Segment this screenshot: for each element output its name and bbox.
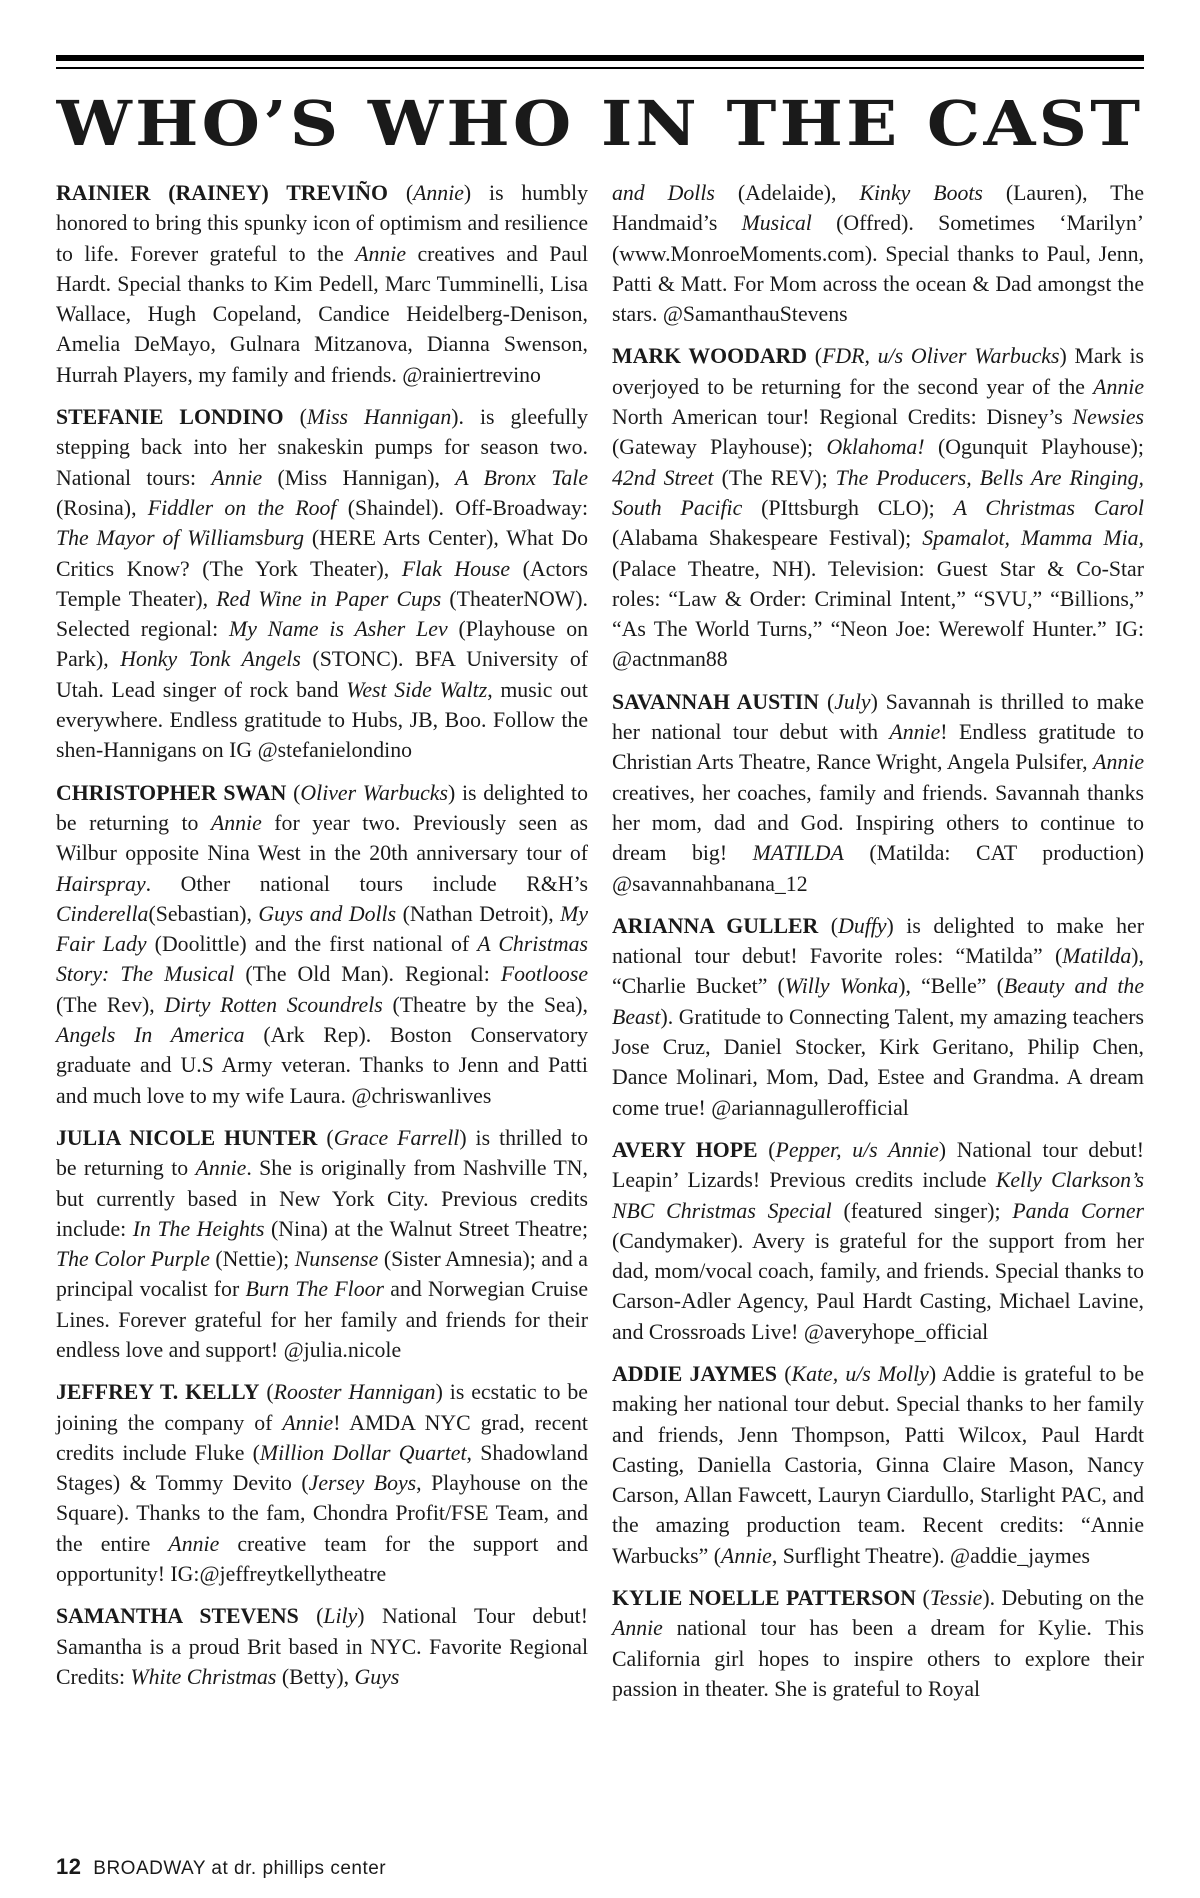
page-footer: [56, 1854, 386, 1880]
bio-text: ), “Belle” (: [898, 974, 1004, 999]
bio-text: (: [283, 405, 307, 430]
bio-text: ) Addie is grateful to be making her national tour debut. Special thanks to her family and friends, Jenn Thompson, Patti Wilcox, Paul Hardt Casting, Daniella Castoria, Ginna Claire Mason, Nancy Carson, Allan Fawcett, Lauryn Ciardullo, Starlight PAC, and the amazing production team. Recent credits: “Annie Warbucks” (: [612, 1361, 1144, 1568]
bio-text: and Norwegian Cruise Lines. Forever grateful for her family and friends for their endless love and support! @julia.nicole: [56, 1277, 589, 1362]
cast-member-name: SAMANTHA STEVENS: [56, 1604, 299, 1629]
italic-title: Musical: [741, 211, 812, 236]
bio-text: (: [259, 1380, 274, 1405]
bio-text: (The REV);: [713, 465, 836, 490]
bio-text: (Lauren), The Handmaid’s: [612, 181, 1144, 236]
italic-title: Annie: [210, 810, 262, 835]
bio-text: (TheaterNOW). Selected regional:: [56, 586, 588, 642]
cast-bio-trevino: [56, 178, 588, 390]
italic-title: Red Wine in Paper Cups: [216, 586, 442, 611]
italic-title: West Side Waltz: [346, 677, 488, 702]
bio-text: (: [819, 689, 835, 714]
italic-title: Kinky Boots: [859, 181, 983, 205]
italic-title: Kelly Clarkson’s NBC Christmas Special: [612, 1168, 1144, 1223]
bio-text: ). Debuting on the: [982, 1586, 1145, 1611]
italic-title: Annie: [1093, 750, 1144, 775]
cast-bio-stevens_b: [612, 178, 1144, 329]
italic-title: Cinderella: [56, 901, 149, 926]
italic-title: Flak House: [401, 556, 511, 581]
bio-text: ). is gleefully stepping back into her snakeskin pumps for season two. National tours:: [56, 405, 588, 490]
bio-text: (The Rev),: [56, 992, 165, 1017]
bio-text: ) is thrilled to be returning to: [56, 1125, 588, 1181]
cast-member-name: RAINIER (RAINEY) TREVIÑO: [56, 181, 388, 205]
cast-member-name: SAVANNAH AUSTIN: [612, 689, 820, 714]
bio-text: (: [317, 1125, 334, 1150]
italic-title: Annie: [612, 1616, 663, 1641]
bio-text: (Ark Rep). Boston Conservatory graduate and U.S Army veteran. Thanks to Jenn and Patti and much love to my wife Laura. @chriswanlives: [56, 1023, 589, 1108]
italic-title: A Bronx Tale: [455, 465, 588, 490]
bio-text: (Alabama Shakespeare Festival);: [612, 526, 923, 551]
cast-bio-londino: [56, 402, 588, 766]
italic-title: Willy Wonka: [784, 974, 899, 999]
bio-text: (: [807, 344, 823, 369]
bio-text: creatives, her coaches, family and friends. Savannah thanks her mom, dad and God. Inspiring others to continue to dream big!: [612, 780, 1144, 866]
bio-text: (PIttsburgh CLO);: [742, 495, 954, 520]
bio-text: (Adelaide),: [714, 181, 860, 205]
bio-text: (Ogunquit Playhouse);: [924, 435, 1144, 460]
cast-bio-patterson: [612, 1583, 1144, 1704]
cast-bio-kelly: [56, 1377, 588, 1589]
publication-name: BROADWAY at dr. phillips center: [93, 1858, 387, 1879]
italic-title: The Color Purple: [56, 1247, 210, 1272]
bio-text: creatives and Paul Hardt. Special thanks to Kim Pedell, Marc Tumminelli, Lisa Wallace, Hugh Copeland, Candice Heidelberg-Denison, Amelia DeMayo, Gulnara Mitzanova, Dianna Swenson, Hurrah Players, my family and friends. @rainiertrevino: [56, 241, 588, 387]
bio-text: for year two. Previously seen as Wilbur opposite Nina West in the 20th anniversary tour of: [56, 810, 588, 866]
italic-title: Tessie: [929, 1586, 983, 1611]
bio-text: North American tour! Regional Credits: Disney’s: [612, 405, 1073, 430]
italic-title: Annie: [211, 465, 263, 490]
bio-text: (Nettie);: [209, 1247, 295, 1272]
italic-title: Angels In America: [56, 1023, 245, 1048]
bio-text: (Palace Theatre, NH). Television: Guest Star & Co-Star roles: “Law & Order: Criminal Intent,” “SVU,” “Billions,” “As The World Turns,” “Neon Joe: Werewolf Hunter.” IG: @actnman88: [612, 556, 1144, 672]
italic-title: Annie: [413, 181, 464, 205]
bio-text: . She is originally from Nashville TN, but currently based in New York City. Previous credits include:: [56, 1156, 588, 1241]
bio-text: (The Old Man). Regional:: [234, 962, 501, 987]
cast-bio-guller: [612, 911, 1144, 1123]
bio-text: (Sister Amnesia); and a principal vocalist for: [56, 1247, 588, 1302]
page-number: 12: [56, 1854, 82, 1879]
italic-title: Jersey Boys: [308, 1471, 417, 1496]
bio-text: (STONC). BFA University of Utah. Lead singer of rock band: [56, 647, 588, 702]
italic-title: July: [834, 689, 871, 714]
cast-member-name: ADDIE JAYMES: [612, 1361, 778, 1386]
italic-title: Newsies: [1072, 405, 1144, 430]
bio-text: (: [757, 1137, 776, 1162]
bio-text: , music out everywhere. Endless gratitude to Hubs, JB, Boo. Follow the shen-Hannigans on IG @stefanielondino: [56, 677, 588, 763]
bio-text: . Other national tours include R&H’s: [145, 871, 588, 896]
bio-text: ) is ecstatic to be joining the company of: [56, 1380, 588, 1435]
header-rule-thin: [56, 67, 1144, 69]
italic-title: 42nd Street: [612, 465, 714, 490]
italic-title: In The Heights: [132, 1216, 265, 1241]
bio-text: (Rosina),: [56, 495, 148, 520]
italic-title: Lily: [323, 1604, 358, 1629]
italic-title: Annie: [1093, 374, 1144, 399]
italic-title: MATILDA: [752, 841, 844, 866]
bio-text: (: [387, 181, 414, 205]
cast-member-name: KYLIE NOELLE PATTERSON: [612, 1586, 917, 1611]
left-column: [56, 178, 588, 1704]
italic-title: My Fair Lady: [56, 901, 589, 957]
bio-text: (Actors Temple Theater),: [56, 556, 588, 611]
bio-text: ) Savannah is thrilled to make her national tour debut with: [612, 689, 1144, 745]
italic-title: My Name is Asher Lev: [229, 617, 448, 642]
bio-text: , Surflight Theatre). @addie_jaymes: [771, 1543, 1090, 1568]
italic-title: Rooster Hannigan: [273, 1380, 436, 1405]
cast-bio-jaymes: [612, 1359, 1144, 1571]
cast-bio-stevens_a: [56, 1601, 588, 1692]
cast-member-name: JEFFREY T. KELLY: [56, 1380, 260, 1405]
italic-title: Pepper, u/s Annie: [775, 1137, 939, 1162]
bio-text: (Matilda: CAT production) @savannahbanana_12: [612, 841, 1144, 896]
italic-title: Panda Corner: [1012, 1198, 1144, 1223]
bio-text: ) is delighted to be returning to: [56, 780, 588, 835]
italic-title: Fiddler on the Roof: [147, 495, 337, 520]
bio-text: ), “Charlie Bucket” (: [612, 944, 1144, 999]
italic-title: FDR, u/s Oliver Warbucks: [822, 344, 1060, 369]
bio-text: (featured singer);: [831, 1198, 1013, 1223]
bio-text: (Doolittle) and the first national of: [146, 932, 478, 957]
italic-title: Duffy: [838, 913, 887, 938]
italic-title: Million Dollar Quartet: [259, 1440, 467, 1465]
header-rule-thick: [56, 55, 1144, 61]
italic-title: Oklahoma!: [826, 435, 925, 460]
italic-title: Grace Farrell: [333, 1125, 460, 1150]
cast-member-name: AVERY HOPE: [612, 1137, 758, 1162]
bio-text: (: [286, 780, 301, 805]
bio-text: (Miss Hannigan),: [262, 465, 456, 490]
italic-title: Nunsense: [294, 1247, 379, 1272]
italic-title: Spamalot, Mamma Mia,: [922, 526, 1144, 551]
italic-title: Annie: [355, 241, 407, 266]
cast-bio-hope: [612, 1135, 1144, 1347]
bio-text: (: [298, 1604, 324, 1629]
bio-text: creative team for the support and opportunity! IG:@jeffreytkellytheatre: [56, 1531, 588, 1587]
cast-bio-woodard: [612, 341, 1144, 674]
italic-title: White Christmas: [130, 1664, 277, 1689]
cast-member-name: JULIA NICOLE HUNTER: [56, 1125, 318, 1150]
italic-title: Matilda: [1062, 944, 1132, 969]
cast-bio-swan: [56, 778, 588, 1111]
italic-title: Annie: [721, 1543, 772, 1568]
bio-text: (HERE Arts Center), What Do Critics Know? (The York Theater),: [56, 526, 588, 581]
bio-text: national tour has been a dream for Kylie. This California girl hopes to inspire others to explore their passion in theater. She is grateful to Royal: [612, 1616, 1144, 1701]
italic-title: A Christmas Carol: [953, 495, 1144, 520]
italic-title: Annie: [282, 1410, 334, 1435]
cast-bio-austin: [612, 687, 1144, 899]
bio-text: (Nina) at the Walnut Street Theatre;: [264, 1216, 588, 1241]
bio-text: (Offred). Sometimes ‘Marilyn’ (www.MonroeMoments.com). Special thanks to Paul, Jenn, Patti & Matt. For Mom across the ocean & Dad amongst the stars. @SamanthauStevens: [612, 211, 1144, 327]
italic-title: Guys: [354, 1664, 400, 1689]
italic-title: Beauty and the Beast: [612, 974, 1144, 1029]
italic-title: The Producers, Bells Are Ringing, South Pacific: [612, 465, 1144, 520]
italic-title: Honky Tonk Angels: [120, 647, 301, 672]
bio-text: (Gateway Playhouse);: [612, 435, 827, 460]
bio-text: (Nathan Detroit),: [396, 901, 561, 926]
italic-title: Hairspray: [56, 871, 146, 896]
cast-member-name: STEFANIE LONDINO: [56, 405, 284, 430]
cast-member-name: MARK WOODARD: [612, 344, 808, 369]
bio-text: (Betty),: [276, 1664, 355, 1689]
italic-title: Dirty Rotten Scoundrels: [164, 992, 383, 1017]
italic-title: and Dolls: [612, 181, 715, 205]
bio-text: , Playhouse on the Square). Thanks to the fam, Chondra Profit/FSE Team, and the entire: [56, 1471, 589, 1556]
italic-title: Guys and Dolls: [258, 901, 397, 926]
right-column: [612, 178, 1144, 1716]
bio-text: (: [818, 913, 839, 938]
page-title: WHO’S WHO IN THE CAST: [56, 87, 1144, 160]
bio-text: (Playhouse on Park),: [56, 617, 589, 672]
bio-text: (Candymaker). Avery is grateful for the support from her dad, mom/vocal coach, family, and friends. Special thanks to Carson-Adler Agency, Paul Hardt Casting, Michael Lavine, and Crossroads Live! @averyhope_official: [612, 1228, 1144, 1344]
italic-title: Footloose: [500, 962, 588, 987]
bio-text: ) is humbly honored to bring this spunky icon of optimism and resilience to life. Forever grateful to the: [56, 181, 588, 266]
italic-title: Kate, u/s Molly: [791, 1361, 929, 1386]
bio-text: (Sebastian),: [148, 901, 259, 926]
bio-text: (Theatre by the Sea),: [382, 992, 589, 1017]
bio-text: ! AMDA NYC grad, recent credits include Fluke (: [56, 1410, 588, 1465]
bio-text: ) is delighted to make her national tour debut! Favorite roles: “Matilda” (: [612, 913, 1144, 969]
italic-title: Burn The Floor: [245, 1277, 384, 1302]
cast-member-name: ARIANNA GULLER: [612, 913, 819, 938]
italic-title: Oliver Warbucks: [300, 780, 448, 805]
bio-text: (: [916, 1586, 930, 1611]
bio-text: ) Mark is overjoyed to be returning for the second year of the: [612, 344, 1144, 399]
italic-title: Annie: [168, 1531, 220, 1556]
bio-text: (Shaindel). Off-Broadway:: [336, 495, 589, 520]
bio-text: ) National tour debut! Leapin’ Lizards! Previous credits include: [612, 1137, 1144, 1193]
bio-text: ! Endless gratitude to Christian Arts Theatre, Rance Wright, Angela Pulsifer,: [612, 720, 1145, 775]
italic-title: Miss Hannigan: [306, 405, 452, 430]
italic-title: Annie: [195, 1156, 247, 1181]
bio-text: , Shadowland Stages) & Tommy Devito (: [56, 1440, 589, 1496]
italic-title: A Christmas Story: The Musical: [56, 932, 589, 987]
italic-title: The Mayor of Williamsburg: [56, 526, 304, 551]
italic-title: Annie: [889, 720, 941, 745]
bio-text: ). Gratitude to Connecting Talent, my amazing teachers Jose Cruz, Daniel Stocker, Kirk Geritano, Philip Chen, Dance Molinari, Mom, Dad, Estee and Grandma. A dream come true! @ariannagullerofficial: [612, 1004, 1144, 1120]
cast-bio-hunter: [56, 1123, 588, 1365]
bio-text: (: [777, 1361, 792, 1386]
bio-text: ) National Tour debut! Samantha is a proud Brit based in NYC. Favorite Regional Credits:: [56, 1604, 588, 1689]
cast-member-name: CHRISTOPHER SWAN: [56, 780, 287, 805]
